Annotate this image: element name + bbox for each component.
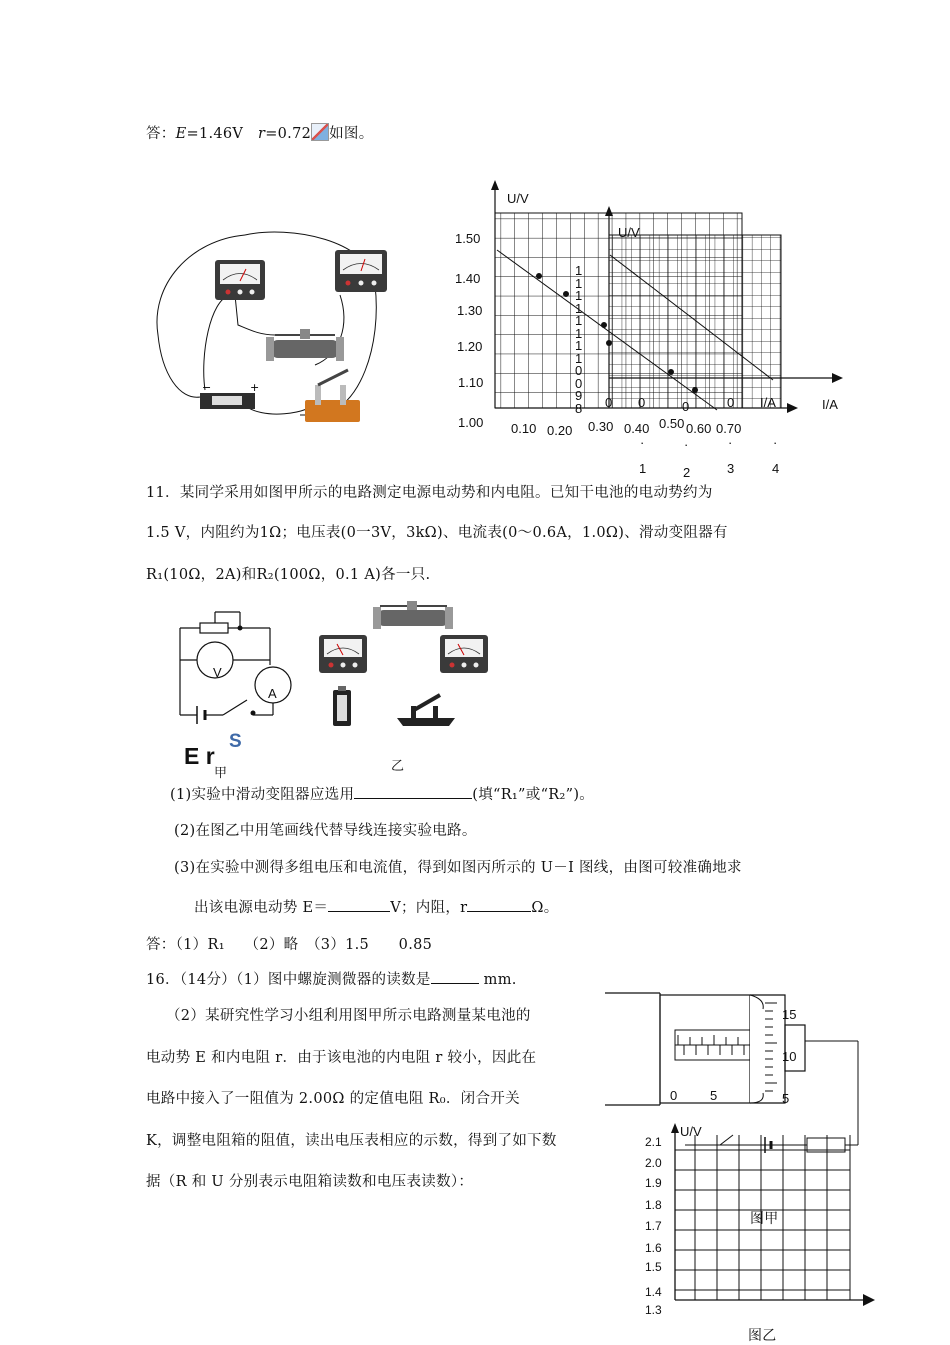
data-point	[563, 291, 569, 297]
switch-image	[305, 370, 360, 422]
answer-blank[interactable]	[431, 969, 479, 984]
x-axis-title: I/A	[822, 397, 838, 412]
switch-symbol	[223, 700, 247, 715]
answer-blank[interactable]	[354, 784, 472, 799]
y-tick-label: 1.50	[455, 231, 481, 246]
resistance-value: =0.72	[265, 126, 312, 142]
q11-line-1: 11．某同学采用如图甲所示的电路测定电源电动势和内电阻。已知干电池的电动势约为	[146, 485, 713, 501]
data-point	[668, 369, 674, 375]
data-point	[536, 273, 542, 279]
circuit-v-label: V	[213, 665, 222, 680]
circuit-er-label: E r	[184, 743, 215, 769]
q16-line1	[146, 968, 517, 989]
graph2-y-tick-label: 1.9	[645, 1176, 662, 1190]
q16-paragraph-1: （2）某研究性学习小组利用图甲所示电路测量某电池的	[166, 1008, 531, 1024]
q16-line1-text: 16．（14分）（1）图中螺旋测微器的读数是	[146, 972, 431, 988]
inner-x-tick-digit: 0	[727, 395, 735, 410]
graph2-y-tick-label: 2.0	[645, 1156, 662, 1170]
x-tick-label: 0.60	[686, 421, 712, 436]
graph2-y-tick-label: 1.3	[645, 1303, 662, 1317]
wire	[157, 235, 245, 397]
inner-x-arrow	[832, 373, 843, 383]
q11-sub3-line2	[194, 896, 559, 917]
x-tick-label: 0.50	[659, 416, 685, 431]
rheostat-image	[266, 329, 344, 361]
inner-y-digit: 1	[575, 350, 583, 366]
apparatus-figure-yi	[315, 600, 495, 730]
u-i-graph-1	[445, 180, 845, 490]
inner-y-digit: 9	[575, 388, 583, 403]
figure-label-tu-yi: 图乙	[748, 1328, 777, 1344]
y-axis-title: U/V	[507, 191, 529, 206]
x-axis-arrow	[787, 403, 798, 413]
q11-sub3-unit: Ω。	[531, 900, 559, 916]
answer-suffix: 如图。	[329, 126, 374, 142]
y-tick-label: 1.20	[457, 339, 483, 354]
q16-paragraph-5: 据（R 和 U 分别表示电阻箱读数和电压表读数）：	[146, 1174, 474, 1190]
micrometer	[605, 993, 805, 1105]
figure-label-tu-jia: 图甲	[750, 1211, 779, 1227]
q11-sub3-emf: 出该电源电动势 E＝	[194, 900, 329, 916]
figure-label-jia: 甲	[214, 766, 228, 781]
y-tick-label: 1.30	[457, 303, 483, 318]
micrometer-thimble-label: 5	[782, 1091, 790, 1106]
data-point	[601, 322, 607, 328]
inner-y-digit: 8	[575, 400, 583, 416]
inner-y-axis-title: U/V	[618, 225, 640, 240]
previous-answer	[146, 122, 374, 143]
q16-paragraph-4: K，调整电阻箱的阻值，读出电压表相应的示数，得到了如下数	[146, 1133, 557, 1149]
resistance-symbol: r	[257, 126, 266, 142]
data-point	[606, 340, 612, 346]
circuit-s-label: S	[229, 731, 242, 752]
svg-text:−: −	[202, 381, 212, 394]
inner-x-tick-digit: 1	[639, 461, 647, 476]
inner-y-digit: 1	[575, 263, 583, 278]
rheostat-symbol	[200, 623, 228, 633]
inner-y-digit: 1	[575, 338, 583, 353]
answer-blank[interactable]	[467, 897, 531, 912]
ammeter-image	[215, 260, 265, 300]
inner-x-tick-digit: 0	[605, 395, 613, 410]
switch-symbol	[720, 1135, 733, 1145]
micrometer-thimble-label: 15	[782, 1007, 797, 1022]
inner-y-digit: 1	[575, 325, 583, 341]
micrometer-main-scale-label: 5	[710, 1088, 718, 1103]
switch-image	[397, 695, 455, 726]
data-point	[692, 387, 698, 393]
q11-line-3: R₁(10Ω，2A)和R₂(100Ω，0.1 A)各一只.	[146, 567, 431, 583]
figure-label-yi: 乙	[391, 759, 405, 774]
q16-unit: mm.	[483, 972, 517, 988]
circuit-wiring-figure	[150, 225, 390, 430]
grid-overlap	[609, 235, 781, 408]
q11-sub3-r: V；内阻，r	[390, 900, 468, 916]
micrometer-main-scale-label: 0	[670, 1088, 678, 1103]
graph2-y-tick-label: 1.6	[645, 1241, 662, 1255]
micrometer-thimble-label: 10	[782, 1049, 797, 1064]
inner-x-tick-dot: ·	[684, 437, 689, 452]
graph2-y-tick-label: 1.8	[645, 1198, 662, 1212]
x-tick-label: 0.10	[511, 421, 537, 436]
inner-y-digit: 0	[575, 363, 583, 378]
inner-y-digit: 1	[575, 313, 583, 328]
graph2-y-axis-title: U/V	[680, 1124, 702, 1139]
inner-y-tick-digits	[575, 265, 585, 415]
inner-x-tick-dot: ·	[773, 435, 778, 450]
battery-image	[333, 686, 351, 726]
graph2-y-tick-label: 2.1	[645, 1135, 662, 1149]
circuit-a-label: A	[268, 686, 277, 701]
q11-sub2: (2)在图乙中用笔画线代替导线连接实验电路。	[174, 823, 477, 839]
ammeter-image	[440, 635, 488, 673]
graph2-y-tick-label: 1.7	[645, 1219, 662, 1233]
q11-sub1-tail: (填“R₁”或“R₂”)。	[472, 787, 595, 803]
inner-y-digit: 1	[575, 288, 583, 303]
x-tick-label: 0.30	[588, 419, 614, 434]
inner-x-tick-dot: ·	[640, 435, 645, 450]
inner-y-arrow	[605, 206, 613, 216]
y-tick-label: 1.40	[455, 271, 481, 286]
inner-x-tick-digit: 4	[772, 461, 780, 476]
x-tick-label: 0.20	[547, 423, 573, 438]
x-tick-label: 0.70	[716, 421, 742, 436]
voltmeter-image	[319, 635, 367, 673]
q11-sub3-line1: (3)在实验中测得多组电压和电流值，得到如图丙所示的 U－I 图线，由图可较准确地求	[174, 860, 742, 876]
svg-text:+: +	[250, 381, 260, 394]
inner-y-digit: 0	[575, 375, 583, 391]
q16-paragraph-2: 电动势 E 和内电阻 r．由于该电池的内电阻 r 较小，因此在	[146, 1050, 537, 1066]
x-tick-label: 0.40	[624, 421, 650, 436]
q11-sub1	[170, 783, 594, 804]
battery-holder-image	[200, 381, 259, 409]
rheostat-image	[373, 601, 453, 629]
inner-x-tick-digit: 0	[638, 395, 646, 410]
answer-prefix: 答：	[146, 126, 176, 142]
y-tick-label: 1.10	[458, 375, 484, 390]
y-tick-label: 1.00	[458, 415, 484, 430]
inner-x-tick-digit: 2	[683, 465, 691, 480]
q16-paragraph-3: 电路中接入了一阻值为 2.00Ω 的定值电阻 R₀．闭合开关	[146, 1091, 520, 1107]
emf-symbol: E	[175, 126, 187, 142]
emf-value: =1.46V	[186, 126, 244, 142]
answer-blank[interactable]	[328, 897, 390, 912]
inner-x-tick-dot: ·	[728, 435, 733, 450]
broken-image-icon	[311, 123, 329, 141]
voltmeter-image	[335, 250, 387, 292]
inner-y-digit: 1	[575, 300, 583, 316]
graph2-y-tick-label: 1.4	[645, 1285, 662, 1299]
q11-line-2: 1.5 V，内阻约为1Ω；电压表(0一3V，3kΩ)、电流表(0～0.6A，1.0Ω)、滑动变阻器有	[146, 525, 728, 541]
inner-x-tick-digit: 3	[727, 461, 735, 476]
inner-x-tick-digit: 0	[682, 399, 690, 414]
inner-y-digit: 1	[575, 275, 583, 291]
q11-answer: 答：（1）R₁ （2）略 （3）1.5 0.85	[146, 937, 433, 953]
wire	[204, 295, 230, 390]
y-axis-arrow	[491, 180, 499, 190]
q11-sub1-text: (1)实验中滑动变阻器应选用	[170, 787, 355, 803]
inner-x-axis-title: I/A	[760, 395, 776, 410]
graph2-y-tick-label: 1.5	[645, 1260, 662, 1274]
wire	[235, 295, 275, 335]
